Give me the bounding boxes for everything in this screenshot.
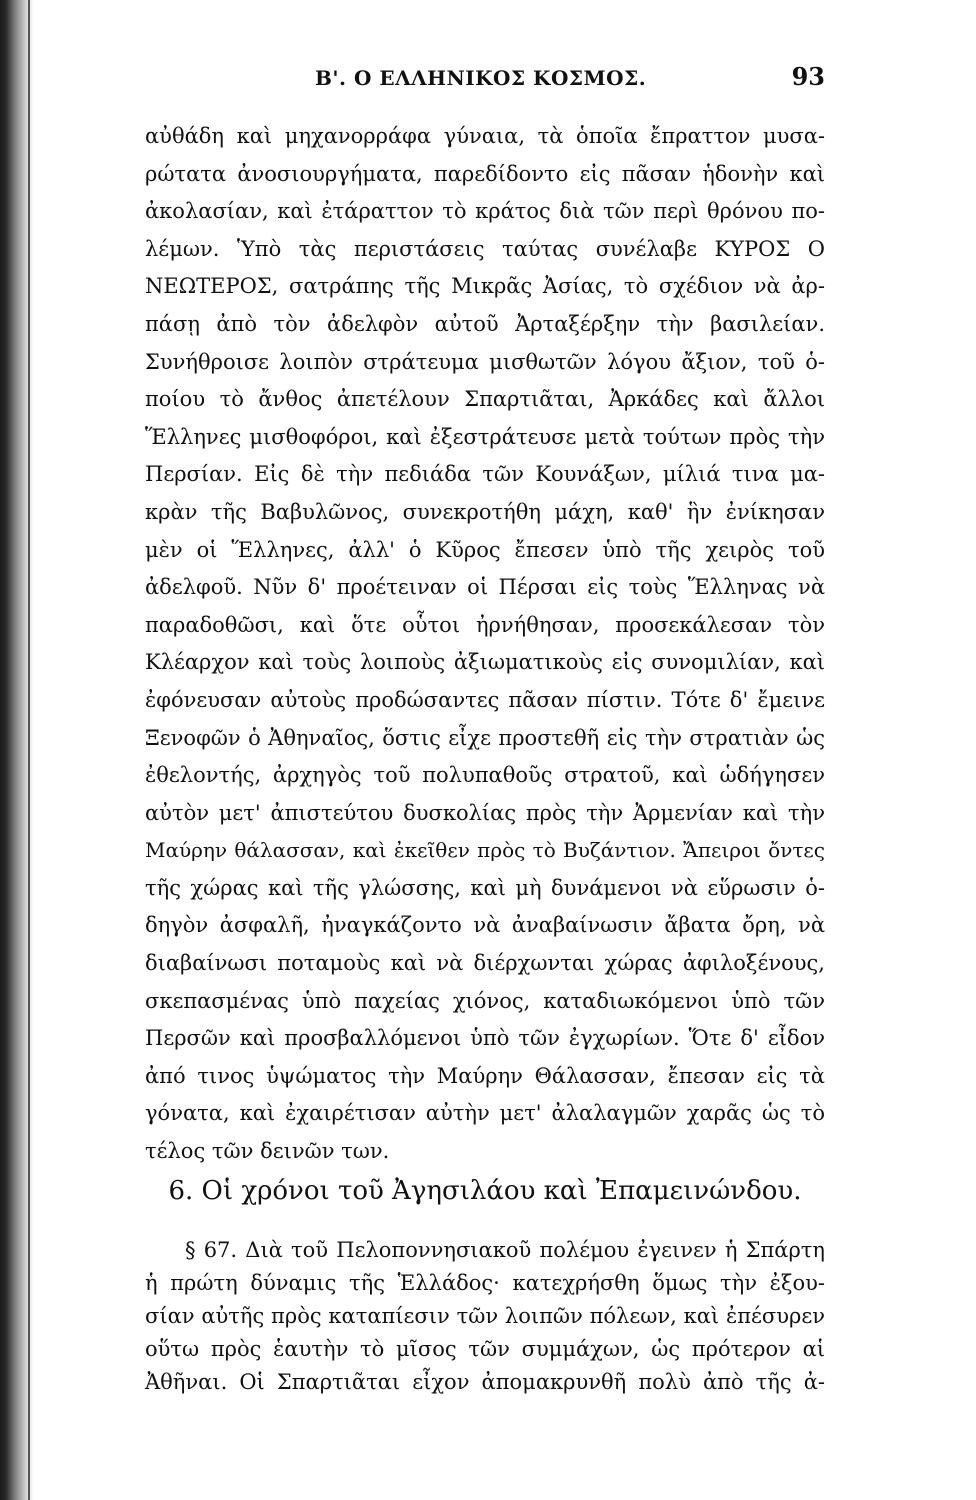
text-line: ἐθελοντής, ἀρχηγὸς τοῦ πολυπαθοῦς στρατοῦ, καὶ ὡδήγησεν — [145, 763, 825, 788]
text-line: μὲν οἱ Ἕλληνες, ἀλλ' ὁ Κῦρος ἔπεσεν ὑπὸ τῆς χειρὸς τοῦ — [145, 537, 825, 562]
text-line: σίαν αὐτῆς πρὸς καταπίεσιν τῶν λοιπῶν πόλεων, καὶ ἐπέσυρεν — [145, 1304, 825, 1328]
text-line: τέλος τῶν δεινῶν των. — [145, 1139, 390, 1164]
text-line: ἐφόνευσαν αὐτοὺς προδώσαντες πᾶσαν πίστιν. Τότε δ' ἔμεινε — [145, 687, 825, 712]
text-line: § 67. Διὰ τοῦ Πελοποννησιακοῦ πολέμου ἐγεινεν ἡ Σπάρτη — [185, 1238, 825, 1262]
text-line: οὕτω πρὸς ἑαυτὴν τὸ μῖσος τῶν συμμάχων, ὡς πρότερον αἱ — [145, 1337, 825, 1361]
text-line: ποίου τὸ ἄνθος ἀπετέλουν Σπαρτιᾶται, Ἀρκάδες καὶ ἄλλοι — [145, 387, 825, 412]
text-line: γόνατα, καὶ ἐχαιρέτισαν αὐτὴν μετ' ἀλαλαγμῶν χαρᾶς ὡς τὸ — [145, 1101, 825, 1126]
text-line: ἀπό τινος ὑψώματος τὴν Μαύρην Θάλασσαν, ἔπεσαν εἰς τὰ — [145, 1063, 825, 1088]
text-line: Μαύρην θάλασσαν, καὶ ἐκεῖθεν πρὸς τὸ Βυζάντιον. Ἄπειροι ὄντες — [145, 838, 825, 863]
running-header — [145, 62, 825, 106]
text-line: διαβαίνωσι ποταμοὺς καὶ νὰ διέρχωνται χώρας ἀφιλοξένους, — [145, 951, 825, 976]
text-line: Ἕλληνες μισθοφόροι, καὶ ἐξεστράτευσε μετὰ τούτων πρὸς τὴν — [145, 424, 825, 449]
text-line: Περσῶν καὶ προσβαλλόμενοι ὑπὸ τῶν ἐγχωρίων. Ὅτε δ' εἶδον — [145, 1026, 825, 1051]
text-line: Κλέαρχον καὶ τοὺς λοιποὺς ἀξιωματικοὺς εἰς συνομιλίαν, καὶ — [145, 650, 825, 675]
running-title: Β'. Ο ΕΛΛΗΝΙΚΟΣ ΚΟΣΜΟΣ. — [315, 66, 647, 90]
body-text — [145, 118, 825, 1171]
page-binding-edge — [28, 0, 30, 1500]
section-heading: 6. Οἱ χρόνοι τοῦ Ἀγησιλάου καὶ Ἐπαμεινώνδου. — [168, 1176, 802, 1206]
text-line: τῆς χώρας καὶ τῆς γλώσσης, καὶ μὴ δυνάμενοι νὰ εὕρωσιν ὁ- — [145, 875, 825, 900]
text-line: σκεπασμένας ὑπὸ παχείας χιόνος, καταδιωκόμενοι ὑπὸ τῶν — [145, 988, 825, 1013]
page-number: 93 — [791, 62, 825, 91]
text-line: δηγὸν ἀσφαλῆ, ἠναγκάζοντο νὰ ἀναβαίνωσιν ἄβατα ὄρη, νὰ — [145, 913, 825, 938]
text-line: Ἀθῆναι. Οἱ Σπαρτιᾶται εἶχον ἀπομακρυνθῆ πολὺ ἀπὸ τῆς ἀ- — [145, 1370, 825, 1394]
text-line: Περσίαν. Εἰς δὲ τὴν πεδιάδα τῶν Κουνάξων, μίλιά τινα μα- — [145, 462, 825, 487]
text-line: ἡ πρώτη δύναμις τῆς Ἑλλάδος· κατεχρήσθη ὅμως τὴν ἐξου- — [145, 1271, 825, 1295]
text-line: ρώτατα ἀνοσιουργήματα, παρεδίδοντο εἰς πᾶσαν ἡδονὴν καὶ — [145, 161, 825, 186]
text-line: πάσῃ ἀπὸ τὸν ἀδελφὸν αὐτοῦ Ἀρταξέρξην τὴν βασιλείαν. — [145, 311, 825, 336]
text-line: ἀκολασίαν, καὶ ἐτάραττον τὸ κράτος διὰ τῶν περὶ θρόνου πο- — [145, 199, 825, 224]
text-line: ΝΕΩΤΕΡΟΣ, σατράπης τῆς Μικρᾶς Ἀσίας, τὸ σχέδιον νὰ ἀρ- — [145, 274, 825, 299]
text-line: Συνήθροισε λοιπὸν στράτευμα μισθωτῶν λόγου ἄξιον, τοῦ ὁ- — [145, 349, 825, 374]
text-line: αὐτὸν μετ' ἀπιστεύτου δυσκολίας πρὸς τὴν Ἀρμενίαν καὶ τὴν — [145, 800, 825, 825]
text-line: κρὰν τῆς Βαβυλῶνος, συνεκροτήθη μάχη, καθ' ἣν ἐνίκησαν — [145, 499, 825, 524]
text-line: ἀδελφοῦ. Νῦν δ' προέτειναν οἱ Πέρσαι εἰς τοὺς Ἕλληνας νὰ — [145, 575, 825, 600]
section-text — [145, 1234, 825, 1399]
text-line: παραδοθῶσι, καὶ ὅτε οὗτοι ἠρνήθησαν, προσεκάλεσαν τὸν — [145, 612, 825, 637]
text-line: αὐθάδη καὶ μηχανορράφα γύναια, τὰ ὁποῖα ἔπραττον μυσα- — [145, 124, 825, 148]
text-line: λέμων. Ὑπὸ τὰς περιστάσεις ταύτας συνέλαβε ΚΥΡΟΣ Ο — [145, 236, 825, 261]
text-line: Ξενοφῶν ὁ Ἀθηναῖος, ὅστις εἶχε προστεθῆ εἰς τὴν στρατιὰν ὡς — [145, 725, 825, 750]
